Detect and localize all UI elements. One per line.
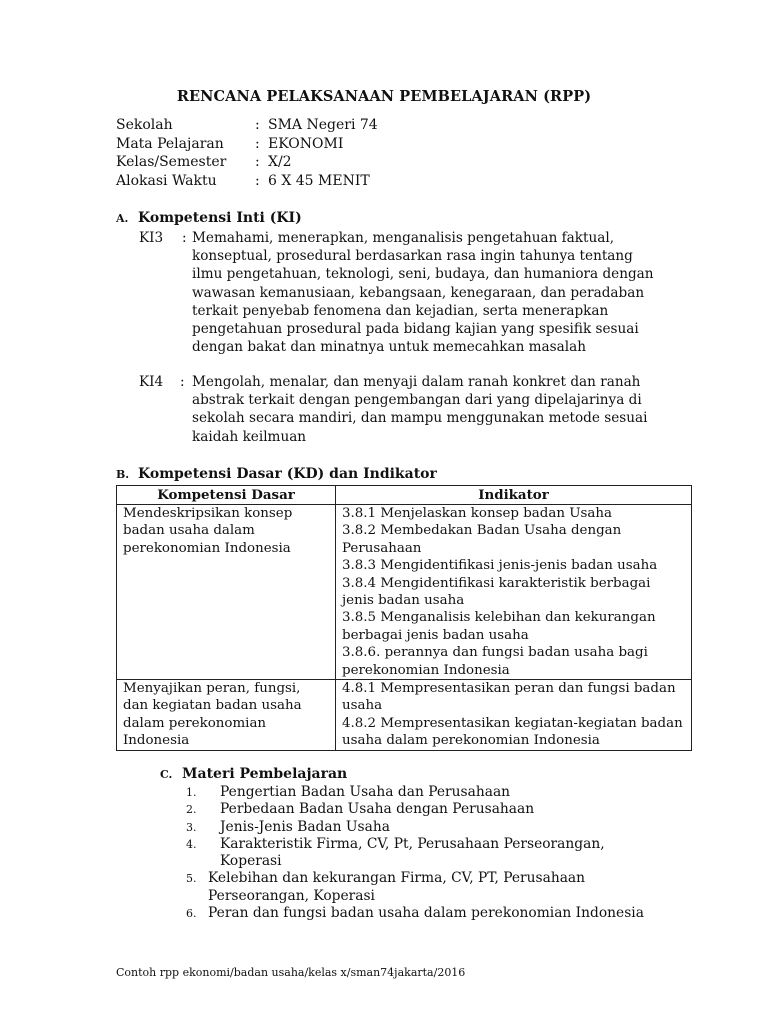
info-row-school	[116, 117, 378, 136]
section-letter: B.	[116, 468, 130, 481]
kd-table	[116, 485, 692, 751]
list-item	[186, 836, 666, 871]
info-colon: :	[255, 172, 260, 189]
info-row-class	[116, 154, 378, 173]
document-title: RENCANA PELAKSANAAN PEMBELAJARAN (RPP)	[176, 88, 592, 105]
table-header-row	[117, 486, 692, 505]
indicator-item: 3.8.5 Menganalisis kelebihan dan kekurangan berbagai jenis badan usaha	[342, 610, 656, 643]
indicator-cell	[336, 680, 692, 751]
info-colon: :	[255, 117, 260, 133]
table-header: Kompetensi Dasar	[117, 486, 336, 505]
ki-text	[192, 373, 662, 446]
kd-cell: Menyajikan peran, fungsi, dan kegiatan badan usaha dalam perekonomian Indonesia	[117, 680, 336, 751]
list-item	[186, 905, 666, 922]
ki-text	[192, 229, 658, 356]
section-letter: A.	[116, 212, 129, 225]
ki4-text: Mengolah, menalar, dan menyaji dalam ranah konkret dan ranah abstrak terkait dengan pengembangan dari yang dipelajarinya di sekolah secara mandiri, dan mampu menggunakan metode sesuai kaidah keilmuan	[192, 374, 648, 445]
list-number: 5.	[186, 872, 197, 886]
section-letter: C.	[160, 768, 173, 781]
ki3-block	[139, 229, 669, 359]
ki-code: KI4	[139, 374, 164, 390]
list-item	[186, 819, 666, 836]
list-number: 2.	[186, 803, 197, 817]
page-footer: Contoh rpp ekonomi/badan usaha/kelas x/sman74jakarta/2016	[116, 966, 466, 979]
ki-colon: :	[182, 230, 187, 246]
ki3-text: Memahami, menerapkan, menganalisis pengetahuan faktual, konseptual, prosedural berdasarkan rasa ingin tahunya tentang ilmu pengetahuan, teknologi, seni, budaya, dan humaniora dengan wawasan kemanusiaan, kebangsaan, kenegaraan, dan peradaban terkait penyebab fenomena dan kejadian, serta menerapkan pengetahuan prosedural pada bidang kajian yang spesifik sesuai dengan bakat dan minatnya untuk memecahkan masalah	[192, 230, 654, 356]
ki-colon: :	[180, 374, 185, 390]
kd-cell: Mendeskripsikan konsep badan usaha dalam perekonomian Indonesia	[117, 505, 336, 680]
table-row	[117, 505, 692, 680]
list-number: 4.	[186, 837, 197, 851]
table-row	[117, 680, 692, 751]
section-title: Materi Pembelajaran	[182, 766, 348, 782]
section-title: Kompetensi Inti (KI)	[138, 210, 302, 226]
identity-block	[116, 117, 378, 191]
list-text: Kelebihan dan kekurangan Firma, CV, PT, Perusahaan Perseorangan, Koperasi	[208, 870, 586, 904]
indicator-item: 3.8.6. perannya dan fungsi badan usaha bagi perekonomian Indonesia	[342, 645, 648, 678]
info-value: EKONOMI	[268, 135, 344, 152]
info-label: Alokasi Waktu	[116, 172, 217, 189]
indicator-item: 3.8.2 Membedakan Badan Usaha dengan Perusahaan	[342, 523, 622, 556]
info-colon: :	[255, 135, 260, 152]
list-number: 3.	[186, 820, 197, 834]
list-text: Peran dan fungsi badan usaha dalam perekonomian Indonesia	[208, 905, 644, 922]
indicator-item: 4.8.2 Mempresentasikan kegiatan-kegiatan badan usaha dalam perekonomian Indonesia	[342, 715, 683, 749]
info-label: Sekolah	[116, 117, 173, 133]
info-label: Mata Pelajaran	[116, 135, 224, 152]
info-label: Kelas/Semester	[116, 154, 227, 170]
indicator-cell	[336, 505, 692, 680]
info-row-subject	[116, 136, 378, 155]
list-number: 6.	[186, 907, 197, 921]
list-number: 1.	[186, 786, 197, 799]
indicator-item: 3.8.4 Mengidentifikasi karakteristik berbagai jenis badan usaha	[342, 575, 651, 609]
list-text: Pengertian Badan Usaha dan Perusahaan	[220, 784, 511, 800]
info-row-time	[116, 173, 378, 192]
list-item	[186, 870, 666, 905]
ki-code: KI3	[139, 230, 164, 246]
indicator-item: 3.8.3 Mengidentifikasi jenis-jenis badan usaha	[342, 558, 658, 574]
table-header: Indikator	[336, 486, 692, 505]
info-value: SMA Negeri 74	[268, 117, 378, 133]
section-title: Kompetensi Dasar (KD) dan Indikator	[138, 466, 437, 482]
list-item	[186, 801, 666, 818]
section-c-heading	[160, 766, 347, 782]
info-value: X/2	[268, 154, 292, 170]
section-a-heading	[116, 210, 302, 226]
indicator-item: 3.8.1 Menjelaskan konsep badan Usaha	[342, 506, 612, 521]
info-value: 6 X 45 MENIT	[268, 172, 370, 189]
indicator-item: 4.8.1 Mempresentasikan peran dan fungsi badan usaha	[342, 681, 676, 714]
info-colon: :	[255, 154, 260, 170]
ki4-block	[139, 373, 669, 453]
section-b-heading	[116, 466, 437, 482]
materi-list	[186, 784, 666, 922]
list-item	[186, 784, 666, 801]
list-text: Karakteristik Firma, CV, Pt, Perusahaan Perseorangan, Koperasi	[220, 835, 605, 870]
list-text: Perbedaan Badan Usaha dengan Perusahaan	[220, 801, 535, 818]
list-text: Jenis-Jenis Badan Usaha	[220, 818, 390, 835]
